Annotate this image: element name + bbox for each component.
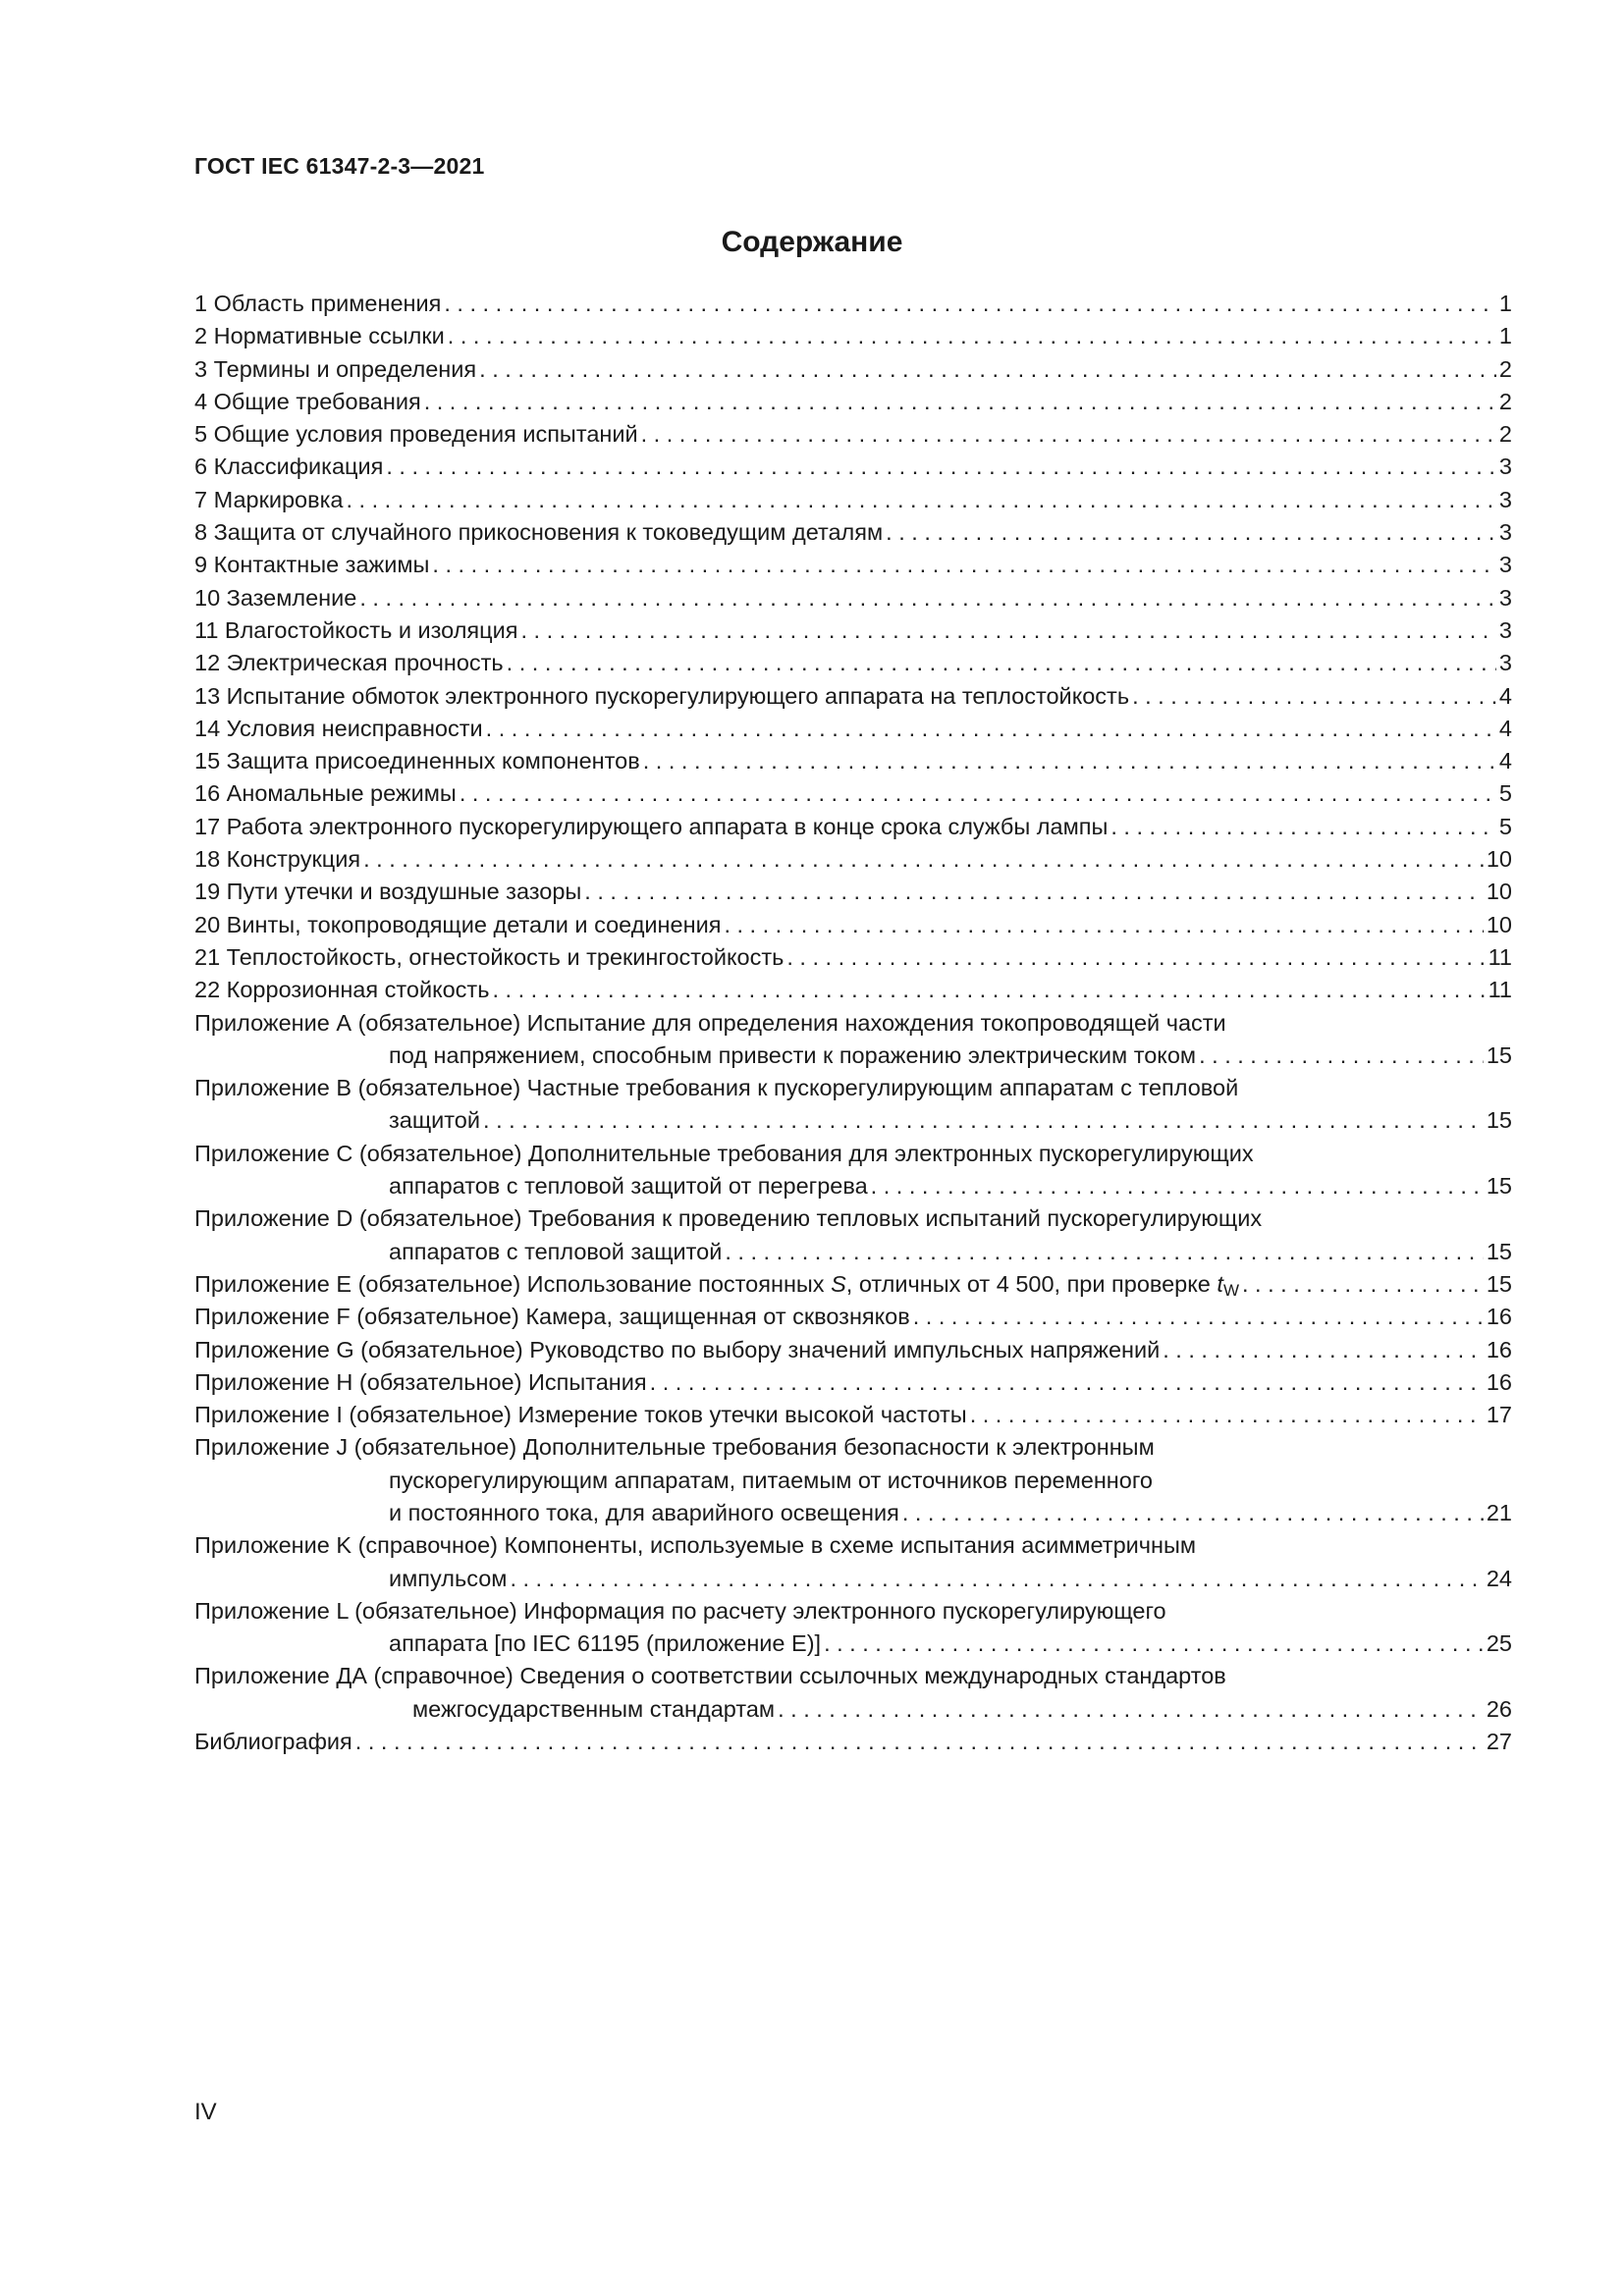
toc-page-number: 4 bbox=[1498, 682, 1512, 709]
dot-leader bbox=[824, 1628, 1484, 1660]
toc-entry bbox=[194, 1007, 1512, 1073]
toc-entry-label: Приложение В (обязательное) Частные требования к пускорегулирующим аппаратам с тепловой bbox=[194, 1075, 1239, 1101]
dot-leader bbox=[1199, 1040, 1484, 1072]
toc-line bbox=[194, 1529, 1512, 1562]
toc-entry bbox=[194, 484, 1512, 516]
dot-leader bbox=[1132, 680, 1496, 713]
dot-leader bbox=[970, 1399, 1484, 1431]
toc-entry-label: Приложение G (обязательное) Руководство по выбору значений импульсных напряжений bbox=[194, 1336, 1161, 1362]
toc-line bbox=[194, 1660, 1512, 1692]
toc-line bbox=[194, 1465, 1512, 1497]
toc-entry-text bbox=[194, 941, 784, 974]
page-number: IV bbox=[194, 2099, 217, 2125]
dot-leader bbox=[492, 974, 1485, 1006]
toc-entry-label: Приложение Н (обязательное) Испытания bbox=[194, 1368, 647, 1395]
toc-entry-label: 3 Термины и определения bbox=[194, 355, 477, 382]
toc-entry bbox=[194, 1529, 1512, 1595]
dot-leader bbox=[650, 1366, 1484, 1399]
toc-entry-label: под напряжением, способным привести к поражению электрическим током bbox=[389, 1041, 1197, 1068]
toc-line bbox=[194, 418, 1512, 451]
toc-page-number: 4 bbox=[1498, 748, 1512, 774]
dot-leader bbox=[520, 614, 1495, 647]
toc-entry-text bbox=[194, 582, 356, 614]
toc-entry-label: 19 Пути утечки и воздушные зазоры bbox=[194, 879, 582, 905]
toc-entry-label: Приложение ДА (справочное) Сведения о соответствии ссылочных международных стандартов bbox=[194, 1663, 1226, 1689]
toc-line bbox=[194, 1202, 1512, 1235]
toc-line bbox=[194, 811, 1512, 843]
toc-entry-text bbox=[194, 745, 640, 777]
toc-entry-text bbox=[389, 1628, 821, 1660]
toc-line bbox=[194, 1366, 1512, 1399]
toc-line bbox=[194, 320, 1512, 352]
toc-entry-label: импульсом bbox=[389, 1565, 508, 1591]
dot-leader bbox=[510, 1563, 1483, 1595]
toc-page-number: 16 bbox=[1486, 1304, 1512, 1330]
toc-page-number: 1 bbox=[1498, 291, 1512, 316]
toc-line bbox=[194, 582, 1512, 614]
toc-line bbox=[194, 1268, 1512, 1301]
toc-line bbox=[194, 745, 1512, 777]
toc-entry bbox=[194, 1726, 1512, 1758]
toc-entry bbox=[194, 811, 1512, 843]
toc-entry bbox=[194, 777, 1512, 810]
dot-leader bbox=[355, 1726, 1484, 1758]
toc-entry-text bbox=[194, 843, 360, 876]
toc-entry-text bbox=[194, 1072, 1238, 1104]
toc-entry-label: Приложение Е (обязательное) Использование постоянных bbox=[194, 1270, 832, 1297]
toc-page-number: 17 bbox=[1486, 1402, 1512, 1428]
toc-entry-text bbox=[194, 811, 1108, 843]
toc-entry-text bbox=[194, 386, 421, 418]
toc-entry-label: и постоянного тока, для аварийного освещения bbox=[389, 1499, 899, 1525]
toc-entry-label: Приложение А (обязательное) Испытание для определения нахождения токопроводящей части bbox=[194, 1009, 1226, 1036]
toc-entry-label: 4 Общие требования bbox=[194, 388, 421, 414]
toc-entry-label: Приложение L (обязательное) Информация по расчету электронного пускорегулирующего bbox=[194, 1597, 1166, 1624]
dot-leader bbox=[913, 1301, 1484, 1333]
table-of-contents bbox=[194, 288, 1512, 1758]
toc-entry-text bbox=[194, 1334, 1160, 1366]
toc-page-number: 4 bbox=[1498, 715, 1512, 741]
toc-page-number: 10 bbox=[1486, 879, 1512, 905]
toc-entry-label: Приложение D (обязательное) Требования к проведению тепловых испытаний пускорегулирующих bbox=[194, 1205, 1263, 1232]
toc-entry-label: пускорегулирующим аппаратам, питаемым от источников переменного bbox=[389, 1467, 1153, 1493]
toc-entry bbox=[194, 1072, 1512, 1138]
toc-entry bbox=[194, 745, 1512, 777]
toc-entry-text bbox=[194, 777, 457, 810]
toc-entry bbox=[194, 876, 1512, 908]
dot-leader bbox=[778, 1693, 1484, 1726]
toc-entry-label: 16 Аномальные режимы bbox=[194, 780, 457, 807]
dot-leader bbox=[902, 1497, 1484, 1529]
toc-line bbox=[194, 876, 1512, 908]
toc-entry bbox=[194, 1366, 1512, 1399]
toc-entry-label: аппарата [по IEC 61195 (приложение Е)] bbox=[389, 1630, 822, 1657]
toc-entry-text bbox=[194, 484, 343, 516]
toc-page-number: 25 bbox=[1486, 1630, 1512, 1657]
dot-leader bbox=[448, 320, 1496, 352]
toc-page-number: 3 bbox=[1498, 454, 1512, 480]
toc-entry bbox=[194, 941, 1512, 974]
toc-entry bbox=[194, 320, 1512, 352]
toc-page-number: 2 bbox=[1498, 421, 1512, 448]
toc-entry-text bbox=[194, 1529, 1196, 1562]
toc-entry-label: 1 Область применения bbox=[194, 291, 442, 316]
toc-line bbox=[194, 1431, 1512, 1464]
toc-entry-label: 9 Контактные зажимы bbox=[194, 552, 430, 578]
toc-page-number: 15 bbox=[1486, 1238, 1512, 1264]
toc-page-number: 16 bbox=[1486, 1368, 1512, 1395]
toc-entry-text bbox=[194, 1399, 967, 1431]
toc-entry bbox=[194, 843, 1512, 876]
toc-entry-label: Приложение K (справочное) Компоненты, используемые в схеме испытания асимметричным bbox=[194, 1532, 1197, 1559]
dot-leader bbox=[1110, 811, 1496, 843]
toc-entry-text bbox=[194, 1660, 1226, 1692]
toc-entry-text bbox=[194, 1268, 1239, 1301]
toc-entry-text bbox=[194, 418, 638, 451]
toc-page-number: 1 bbox=[1498, 323, 1512, 349]
toc-line bbox=[194, 1595, 1512, 1628]
toc-line bbox=[194, 614, 1512, 647]
toc-line bbox=[194, 1170, 1512, 1202]
toc-entry-text bbox=[389, 1040, 1196, 1072]
dot-leader bbox=[786, 941, 1485, 974]
toc-entry bbox=[194, 1268, 1512, 1301]
toc-page-number: 21 bbox=[1486, 1499, 1512, 1525]
toc-page-number: 3 bbox=[1498, 552, 1512, 578]
dot-leader bbox=[479, 353, 1496, 386]
toc-entry-text bbox=[194, 1007, 1226, 1040]
toc-entry bbox=[194, 909, 1512, 941]
toc-entry bbox=[194, 451, 1512, 483]
toc-line bbox=[194, 1301, 1512, 1333]
toc-entry-label: 17 Работа электронного пускорегулирующего аппарата в конце срока службы лампы bbox=[194, 813, 1109, 839]
toc-entry bbox=[194, 1399, 1512, 1431]
toc-line bbox=[194, 1693, 1512, 1726]
toc-entry bbox=[194, 1138, 1512, 1203]
toc-entry bbox=[194, 549, 1512, 581]
toc-entry bbox=[194, 974, 1512, 1006]
toc-entry-text bbox=[194, 1726, 352, 1758]
toc-entry-label: 7 Маркировка bbox=[194, 486, 344, 512]
toc-entry-text bbox=[194, 1301, 910, 1333]
toc-page-number: 10 bbox=[1486, 846, 1512, 873]
toc-entry-text bbox=[194, 320, 445, 352]
toc-entry-label: 22 Коррозионная стойкость bbox=[194, 977, 490, 1003]
toc-line bbox=[194, 549, 1512, 581]
toc-page-number: 2 bbox=[1498, 355, 1512, 382]
toc-line bbox=[194, 1497, 1512, 1529]
toc-entry bbox=[194, 386, 1512, 418]
toc-line bbox=[194, 1334, 1512, 1366]
toc-entry bbox=[194, 1334, 1512, 1366]
toc-page-number: 11 bbox=[1488, 977, 1512, 1003]
toc-line bbox=[194, 1628, 1512, 1660]
toc-line bbox=[194, 1007, 1512, 1040]
dot-leader bbox=[486, 713, 1496, 745]
dot-leader bbox=[424, 386, 1496, 418]
dot-leader bbox=[641, 418, 1496, 451]
dot-leader bbox=[584, 876, 1484, 908]
toc-entry-text bbox=[194, 549, 429, 581]
toc-entry-text bbox=[194, 713, 483, 745]
math-variable: S bbox=[831, 1270, 846, 1297]
toc-line bbox=[194, 353, 1512, 386]
dot-leader bbox=[871, 1170, 1484, 1202]
toc-line bbox=[194, 1399, 1512, 1431]
toc-entry-text bbox=[389, 1170, 868, 1202]
toc-page-number: 3 bbox=[1498, 519, 1512, 546]
toc-entry-text bbox=[194, 614, 517, 647]
dot-leader bbox=[460, 777, 1496, 810]
toc-page-number: 10 bbox=[1486, 911, 1512, 937]
toc-page-number: 24 bbox=[1486, 1565, 1512, 1591]
dot-leader bbox=[483, 1104, 1484, 1137]
toc-entry-text bbox=[389, 1465, 1153, 1497]
dot-leader bbox=[507, 647, 1496, 679]
toc-page-number: 26 bbox=[1486, 1695, 1512, 1722]
toc-entry bbox=[194, 1595, 1512, 1661]
toc-entry-text bbox=[389, 1104, 480, 1137]
toc-entry-text bbox=[194, 451, 383, 483]
toc-entry-label: Приложение С (обязательное) Дополнительные требования для электронных пускорегулирующих bbox=[194, 1140, 1254, 1166]
dot-leader bbox=[363, 843, 1484, 876]
dot-leader bbox=[386, 451, 1496, 483]
dot-leader bbox=[1163, 1334, 1484, 1366]
toc-page-number: 15 bbox=[1486, 1270, 1512, 1297]
dot-leader bbox=[359, 582, 1496, 614]
dot-leader bbox=[432, 549, 1496, 581]
toc-entry-text bbox=[194, 647, 504, 679]
toc-entry-label: Библиография bbox=[194, 1729, 352, 1755]
toc-page-number: 3 bbox=[1498, 584, 1512, 611]
toc-entry-text bbox=[194, 909, 721, 941]
toc-line bbox=[194, 1563, 1512, 1595]
toc-line bbox=[194, 843, 1512, 876]
math-subscript: W bbox=[1222, 1280, 1239, 1300]
dot-leader bbox=[725, 1236, 1483, 1268]
toc-entry bbox=[194, 516, 1512, 549]
toc-entry bbox=[194, 680, 1512, 713]
toc-page-number: 16 bbox=[1486, 1336, 1512, 1362]
toc-page-number: 15 bbox=[1486, 1173, 1512, 1200]
toc-entry-text bbox=[194, 1431, 1155, 1464]
toc-entry bbox=[194, 582, 1512, 614]
toc-entry bbox=[194, 1202, 1512, 1268]
toc-entry bbox=[194, 614, 1512, 647]
toc-entry-text bbox=[194, 974, 489, 1006]
math-variable: t bbox=[1217, 1270, 1223, 1297]
toc-page-number: 15 bbox=[1486, 1041, 1512, 1068]
toc-line bbox=[194, 909, 1512, 941]
toc-entry-text bbox=[194, 1202, 1262, 1235]
toc-page-number: 3 bbox=[1498, 486, 1512, 512]
toc-entry bbox=[194, 1431, 1512, 1529]
toc-line bbox=[194, 974, 1512, 1006]
toc-entry-label: 18 Конструкция bbox=[194, 846, 361, 873]
toc-entry-label: 12 Электрическая прочность bbox=[194, 650, 504, 676]
toc-entry-label: Приложение J (обязательное) Дополнительные требования безопасности к электронным bbox=[194, 1434, 1155, 1461]
toc-entry-text bbox=[194, 353, 476, 386]
toc-line bbox=[194, 1072, 1512, 1104]
toc-entry bbox=[194, 713, 1512, 745]
toc-entry-label: 20 Винты, токопроводящие детали и соединения bbox=[194, 911, 722, 937]
toc-entry-text bbox=[389, 1563, 507, 1595]
toc-line bbox=[194, 1726, 1512, 1758]
dot-leader bbox=[724, 909, 1483, 941]
toc-entry bbox=[194, 1660, 1512, 1726]
toc-line bbox=[194, 484, 1512, 516]
toc-page-number: 15 bbox=[1486, 1107, 1512, 1134]
toc-page-number: 11 bbox=[1488, 943, 1512, 970]
toc-page-number: 5 bbox=[1498, 780, 1512, 807]
toc-page-number: 2 bbox=[1498, 388, 1512, 414]
toc-entry-text bbox=[194, 680, 1129, 713]
dot-leader bbox=[346, 484, 1495, 516]
dot-leader bbox=[643, 745, 1496, 777]
toc-line bbox=[194, 1040, 1512, 1072]
toc-entry-label: 15 Защита присоединенных компонентов bbox=[194, 748, 640, 774]
toc-entry-label: 2 Нормативные ссылки bbox=[194, 323, 445, 349]
toc-entry-text bbox=[389, 1236, 722, 1268]
toc-line bbox=[194, 713, 1512, 745]
toc-entry-label: 13 Испытание обмоток электронного пускорегулирующего аппарата на теплостойкость bbox=[194, 682, 1130, 709]
toc-entry-text bbox=[194, 516, 883, 549]
toc-line bbox=[194, 647, 1512, 679]
toc-line bbox=[194, 777, 1512, 810]
toc-entry-label-cont: , отличных от 4 500, при проверке bbox=[845, 1270, 1218, 1297]
toc-line bbox=[194, 1138, 1512, 1170]
toc-entry-label: защитой bbox=[389, 1107, 481, 1134]
toc-entry bbox=[194, 353, 1512, 386]
toc-line bbox=[194, 680, 1512, 713]
toc-entry-label: 21 Теплостойкость, огнестойкость и трекингостойкость bbox=[194, 943, 785, 970]
dot-leader bbox=[886, 516, 1496, 549]
dot-leader bbox=[444, 288, 1496, 320]
toc-line bbox=[194, 516, 1512, 549]
toc-entry bbox=[194, 1301, 1512, 1333]
toc-entry-label: межгосударственным стандартам bbox=[412, 1695, 776, 1722]
toc-entry-label: 5 Общие условия проведения испытаний bbox=[194, 421, 638, 448]
toc-title: Содержание bbox=[721, 226, 903, 258]
toc-entry-label: 8 Защита от случайного прикосновения к токоведущим деталям bbox=[194, 519, 884, 546]
toc-page-number: 3 bbox=[1498, 616, 1512, 643]
toc-page-number: 3 bbox=[1498, 650, 1512, 676]
toc-page-number: 27 bbox=[1486, 1729, 1512, 1755]
toc-entry-label: Приложение F (обязательное) Камера, защищенная от сквозняков bbox=[194, 1304, 910, 1330]
toc-line bbox=[194, 941, 1512, 974]
toc-entry-label: 6 Классификация bbox=[194, 454, 384, 480]
toc-line bbox=[194, 451, 1512, 483]
toc-entry-label: Приложение I (обязательное) Измерение токов утечки высокой частоты bbox=[194, 1402, 967, 1428]
toc-line bbox=[194, 1104, 1512, 1137]
toc-entry bbox=[194, 288, 1512, 320]
toc-entry-label: 11 Влагостойкость и изоляция bbox=[194, 616, 518, 643]
toc-entry-text bbox=[194, 876, 581, 908]
toc-entry-label: аппаратов с тепловой защитой bbox=[389, 1238, 723, 1264]
toc-entry-text bbox=[194, 1595, 1166, 1628]
toc-entry-label: 10 Заземление bbox=[194, 584, 357, 611]
toc-page-number: 5 bbox=[1498, 813, 1512, 839]
dot-leader bbox=[1242, 1268, 1484, 1301]
toc-entry-text bbox=[194, 288, 441, 320]
toc-entry bbox=[194, 647, 1512, 679]
toc-line bbox=[194, 1236, 1512, 1268]
toc-entry-label: 14 Условия неисправности bbox=[194, 715, 483, 741]
toc-entry-text bbox=[194, 1138, 1254, 1170]
toc-line bbox=[194, 386, 1512, 418]
toc-entry-text bbox=[194, 1366, 647, 1399]
document-code: ГОСТ IEC 61347-2-3—2021 bbox=[194, 153, 485, 179]
toc-entry-text bbox=[389, 1497, 899, 1529]
toc-line bbox=[194, 288, 1512, 320]
toc-entry bbox=[194, 418, 1512, 451]
toc-entry-text bbox=[412, 1693, 775, 1726]
toc-entry-label: аппаратов с тепловой защитой от перегрева bbox=[389, 1173, 868, 1200]
